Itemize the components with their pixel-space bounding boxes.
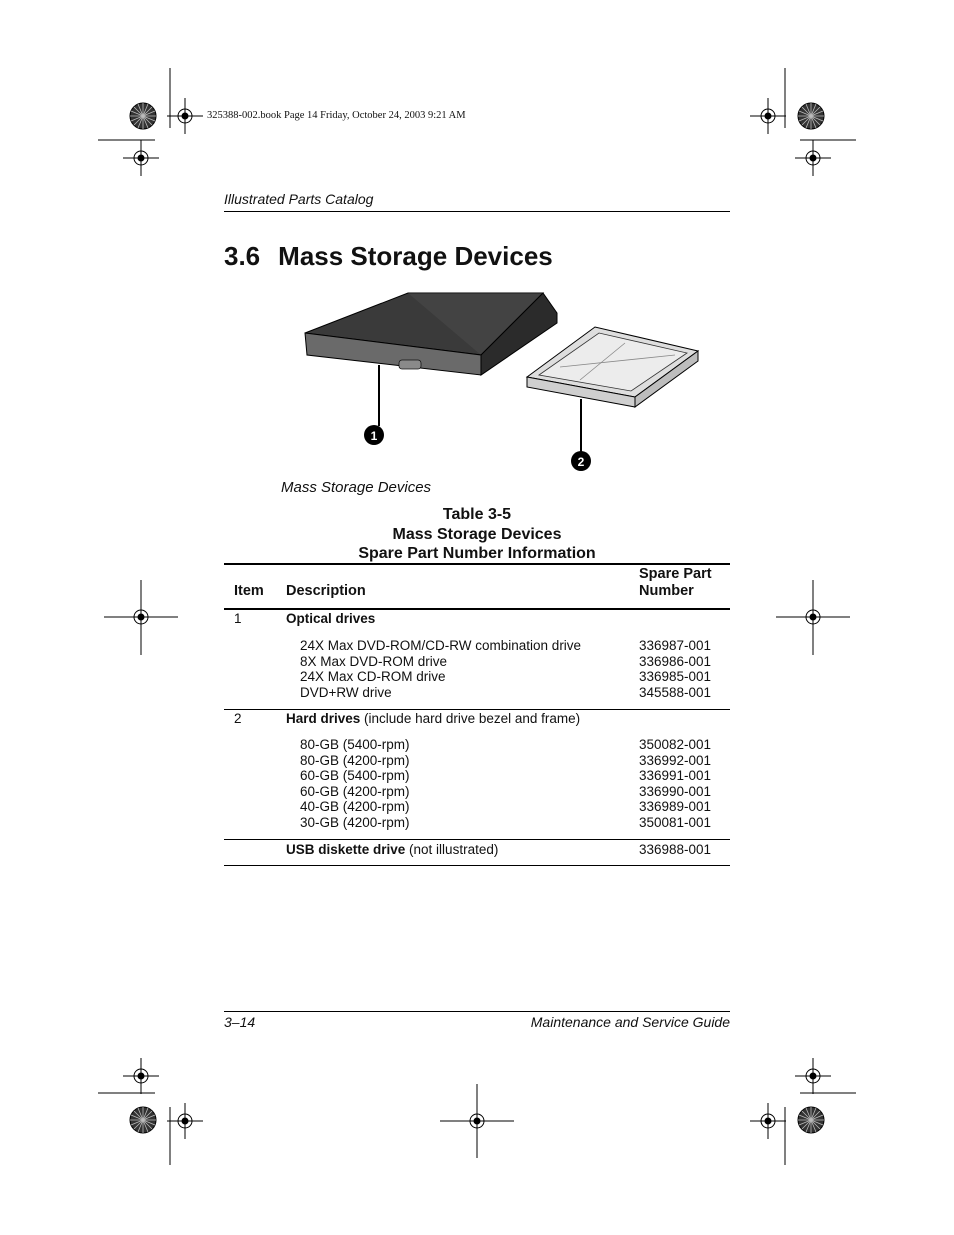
part-description: 60-GB (5400-rpm) xyxy=(300,768,410,783)
crosshair-mark xyxy=(750,98,786,134)
part-number: 336990-001 xyxy=(639,783,712,799)
section-name: Mass Storage Devices xyxy=(278,241,553,271)
page-number: 3–14 xyxy=(224,1014,256,1030)
part-number: 350082-001 xyxy=(639,737,712,752)
part-number: 336986-001 xyxy=(639,653,712,669)
table-top-rule xyxy=(224,563,730,565)
header-rule xyxy=(224,608,730,610)
table-name: Mass Storage Devices xyxy=(392,525,562,543)
footer-rule xyxy=(224,1011,730,1012)
item-number: 2 xyxy=(234,711,242,726)
hard-drive-drawing xyxy=(527,327,698,455)
table-number: Table 3-5 xyxy=(442,506,512,523)
crosshair-mark xyxy=(123,140,159,176)
part-description: 60-GB (4200-rpm) xyxy=(300,783,410,799)
part-description: 8X Max DVD-ROM drive xyxy=(300,653,448,669)
figure-caption: Mass Storage Devices xyxy=(281,479,432,496)
header-spare-part: Spare Part xyxy=(639,566,712,582)
mass-storage-illustration xyxy=(295,285,715,475)
part-description: 24X Max DVD-ROM/CD-RW combination drive xyxy=(300,638,582,653)
part-description: 40-GB (4200-rpm) xyxy=(300,799,410,814)
group-heading: Hard drives (include hard drive bezel and frame) xyxy=(286,711,581,726)
callout-1: 1 xyxy=(370,429,378,443)
header-item: Item xyxy=(234,583,264,599)
part-number: 336991-001 xyxy=(639,768,712,783)
header-number: Number xyxy=(639,583,694,599)
crosshair-mark xyxy=(750,1103,786,1139)
print-slug: 325388-002.book Page 14 Friday, October 24, 2003 9:21 AM xyxy=(207,110,466,121)
callout-2: 2 xyxy=(577,455,585,469)
crosshair-mark xyxy=(795,1058,831,1094)
header-rule xyxy=(224,211,730,212)
section-title xyxy=(224,241,553,272)
part-number: 336989-001 xyxy=(639,799,712,814)
item-number: 1 xyxy=(234,611,242,626)
row-rule xyxy=(224,709,730,710)
part-description: 80-GB (5400-rpm) xyxy=(300,737,410,752)
part-description: 80-GB (4200-rpm) xyxy=(300,752,410,768)
part-description: 30-GB (4200-rpm) xyxy=(300,814,410,830)
guide-title: Maintenance and Service Guide xyxy=(530,1014,730,1030)
optical-drive-drawing xyxy=(305,293,557,426)
starburst-mark-bottom-left xyxy=(130,1107,156,1133)
header-description: Description xyxy=(286,583,366,599)
row-rule xyxy=(224,839,730,840)
part-number: 345588-001 xyxy=(639,684,712,700)
part-description: 24X Max CD-ROM drive xyxy=(300,669,446,684)
part-description: DVD+RW drive xyxy=(300,684,392,700)
part-number: 350081-001 xyxy=(639,814,712,830)
starburst-mark-top-left xyxy=(130,103,156,129)
part-number: 336985-001 xyxy=(639,669,712,684)
table-subtitle: Spare Part Number Information xyxy=(358,545,596,562)
table-title xyxy=(224,505,730,564)
part-number: 336987-001 xyxy=(639,638,712,653)
table-bottom-rule xyxy=(224,865,730,866)
crosshair-mark xyxy=(123,1058,159,1094)
crosshair-mark xyxy=(167,1103,203,1139)
part-number: 336988-001 xyxy=(639,842,712,857)
starburst-mark-top-right xyxy=(798,103,824,129)
running-head: Illustrated Parts Catalog xyxy=(224,191,374,207)
section-number: 3.6 xyxy=(224,241,261,271)
usb-row-description: USB diskette drive (not illustrated) xyxy=(286,842,499,857)
crosshair-mark xyxy=(167,98,203,134)
starburst-mark-bottom-right xyxy=(798,1107,824,1133)
part-number: 336992-001 xyxy=(639,752,712,768)
crosshair-mark xyxy=(795,140,831,176)
group-heading: Optical drives xyxy=(286,611,376,626)
